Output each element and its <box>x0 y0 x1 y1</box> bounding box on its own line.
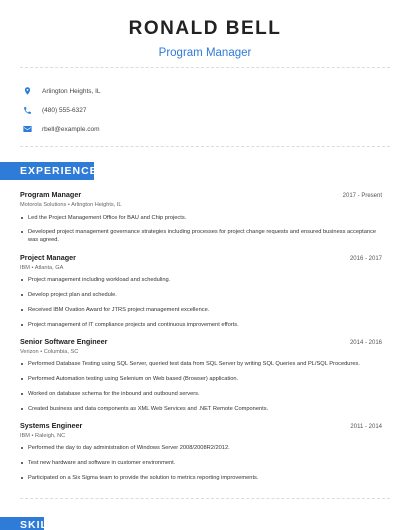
meta-separator: • <box>31 265 35 271</box>
contact-email-text: rbell@example.com <box>42 125 100 133</box>
job-bullet: Participated on a Six Sigma team to provide the solution to metrics reporting improvements. <box>20 474 382 483</box>
job-bullet: Performed Database Testing using SQL Server, queried test data from SQL Server by writing SQL Queries and PL/SQL Procedures. <box>20 360 382 369</box>
section-heading-experience: EXPERIENCE <box>0 162 94 180</box>
job-dates: 2017 - Present <box>342 193 382 199</box>
job-bullets <box>20 360 382 414</box>
job-bullet: Project management including workload and scheduling. <box>20 276 382 285</box>
job-meta <box>20 433 382 439</box>
job-bullet: Developed project management governance strategies including processes for project change requests and ensured business acceptance was agreed. <box>20 228 382 245</box>
job-role: Systems Engineer <box>20 421 83 430</box>
job-role: Senior Software Engineer <box>20 337 108 346</box>
job-bullet: Worked on database schema for the inbound and outbound servers. <box>20 390 382 399</box>
candidate-name: RONALD BELL <box>128 18 282 39</box>
job-meta <box>20 265 382 271</box>
meta-separator: • <box>31 433 36 439</box>
contact-phone <box>20 101 101 119</box>
candidate-title: Program Manager <box>158 47 252 59</box>
job-dates: 2014 - 2016 <box>349 340 382 346</box>
job-company: Verizon <box>20 349 39 355</box>
location-pin-icon <box>20 84 34 98</box>
envelope-icon <box>20 122 34 136</box>
job-company: IBM <box>20 265 30 271</box>
contact-location-text: Arlington Heights, IL <box>42 87 101 95</box>
contact-list <box>20 82 101 139</box>
job-bullets <box>20 444 382 483</box>
job-role: Program Manager <box>20 190 82 199</box>
job-entry <box>20 190 382 245</box>
job-bullet: Performed Automation testing using Selenium on Web based (Browser) application. <box>20 375 382 384</box>
experience-divider <box>20 498 390 499</box>
job-bullets <box>20 214 382 245</box>
job-bullet: Performed the day to day administration of Windows Server 2008/2008R2/2012. <box>20 444 382 453</box>
job-dates: 2016 - 2017 <box>349 256 382 262</box>
job-bullet: Project management of IT compliance projects and continuous improvement efforts. <box>20 321 382 330</box>
contact-location <box>20 82 101 100</box>
job-bullet: Led the Project Management Office for BAU and Chip projects. <box>20 214 382 223</box>
contact-phone-text: (480) 555-6327 <box>42 106 87 114</box>
meta-separator: • <box>67 202 72 208</box>
meta-separator: • <box>40 349 44 355</box>
job-meta <box>20 349 382 355</box>
phone-icon <box>20 103 34 117</box>
header-divider <box>20 67 390 68</box>
job-bullet: Created business and data components as XML Web Services and .NET Remote Components. <box>20 405 382 414</box>
job-entry <box>20 421 382 483</box>
job-meta <box>20 202 382 208</box>
job-role: Project Manager <box>20 253 76 262</box>
job-company: IBM <box>20 433 30 439</box>
job-bullet: Test new hardware and software in customer environment. <box>20 459 382 468</box>
job-bullet: Received IBM Ovation Award for JTRS project management excellence. <box>20 306 382 315</box>
contact-divider <box>20 146 390 147</box>
job-bullet: Develop project plan and schedule. <box>20 291 382 300</box>
job-entry <box>20 253 382 330</box>
job-location: Atlanta, GA <box>34 265 64 271</box>
contact-email <box>20 120 101 138</box>
section-heading-skills: SKILLS <box>0 517 44 530</box>
job-company: Motorola Solutions <box>20 202 67 208</box>
resume-header <box>0 0 410 60</box>
job-location: Columbia, SC <box>43 349 79 355</box>
job-entry <box>20 337 382 414</box>
job-dates: 2011 - 2014 <box>350 424 382 430</box>
job-location: Arlington Heights, IL <box>71 202 122 208</box>
job-bullets <box>20 276 382 330</box>
job-location: Raleigh, NC <box>35 433 66 439</box>
